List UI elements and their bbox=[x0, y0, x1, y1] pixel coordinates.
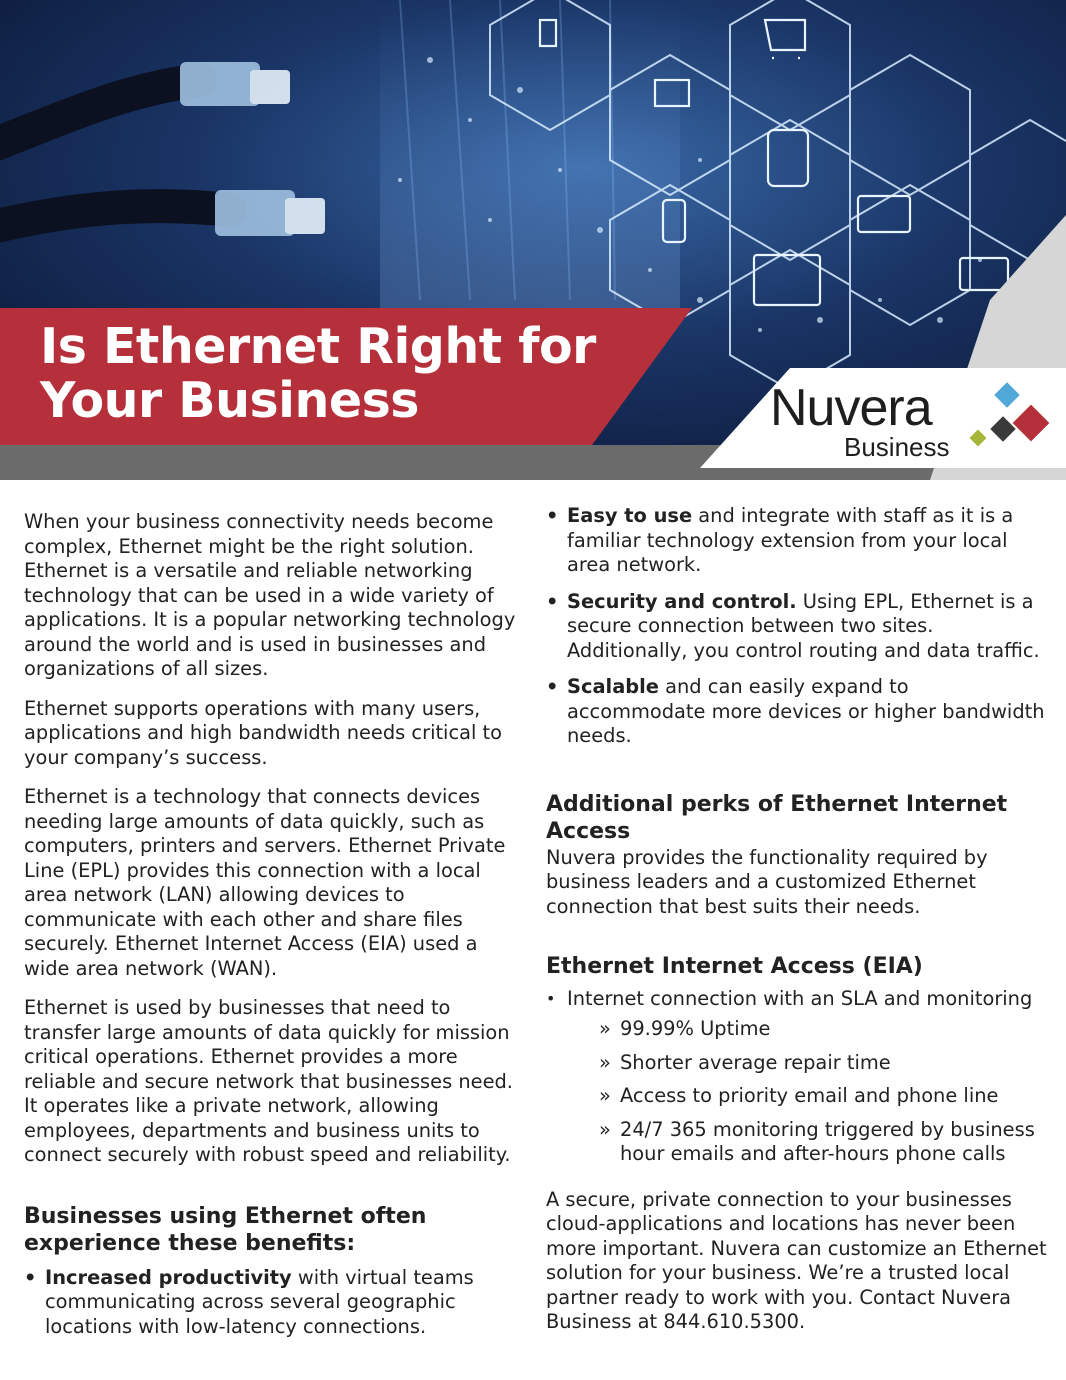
bullet-icon: • bbox=[24, 1265, 37, 1289]
benefit-text: and integrate with staff as it is a familiar technology extension from your local area network. bbox=[567, 504, 1014, 576]
logo-subtitle: Business bbox=[844, 432, 950, 462]
benefit-title: Scalable bbox=[567, 675, 659, 698]
usage-paragraph: Ethernet is used by businesses that need to transfer large amounts of data quickly for mission critical operations. Ethernet provides a more reliable and secure network that businesses need. It operates like a private network, allowing employees, departments and business units to connect securely with robust speed and reliability. bbox=[24, 996, 513, 1166]
list-item: » 24/7 365 monitoring triggered by business hour emails and after-hours phone calls bbox=[599, 1117, 1035, 1165]
bullet-icon: • bbox=[546, 675, 559, 698]
nuvera-logo bbox=[770, 379, 950, 462]
closing-paragraph: A secure, private connection to your businesses cloud-applications and locations has never been more important. Nuvera can customize an Ethernet solution for your business. We’re a trusted local partner ready to work with you. Contact Nuvera Business at 844.610.5300. bbox=[546, 1187, 1047, 1333]
bullet-icon: • bbox=[546, 988, 556, 1008]
list-item bbox=[546, 987, 1051, 1167]
benefits-list-continued bbox=[546, 504, 1051, 749]
benefit-text: with virtual teams communicating across several geographic locations with low-latency connections. bbox=[45, 1265, 474, 1338]
intro-paragraph: When your business connectivity needs become complex, Ethernet might be the right solution. Ethernet is a versatile and reliable networking technology that can be used in a wide variety of applications. It is a popular networking technology around the world and is used in businesses and organizations of all sizes. bbox=[24, 510, 516, 680]
benefit-title: Easy to use bbox=[567, 504, 693, 527]
list-item bbox=[546, 675, 1051, 749]
operations-paragraph: Ethernet supports operations with many users, applications and high bandwidth needs critical to your company’s success. bbox=[24, 696, 503, 769]
header-banner bbox=[0, 0, 1066, 480]
chevron-icon: » bbox=[599, 1050, 611, 1074]
list-item: » 99.99% Uptime bbox=[599, 1017, 771, 1040]
perks-heading: Additional perks of Ethernet Internet Access bbox=[546, 791, 1008, 844]
right-column bbox=[546, 504, 1051, 1335]
eia-sublist bbox=[567, 1017, 1051, 1167]
logo-wordmark: Nuvera bbox=[770, 379, 932, 437]
bullet-icon: • bbox=[546, 589, 559, 613]
benefit-title: Increased productivity bbox=[45, 1265, 292, 1289]
list-item: » Shorter average repair time bbox=[599, 1050, 891, 1074]
title-line-2: Your Business bbox=[40, 372, 419, 429]
page-title bbox=[40, 320, 596, 428]
chevron-icon: » bbox=[599, 1084, 611, 1107]
benefit-text: Using EPL, Ethernet is a secure connection between two sites. Additionally, you control routing and data traffic. bbox=[567, 589, 1040, 662]
list-item bbox=[24, 1266, 524, 1340]
benefit-text: and can easily expand to accommodate more devices or higher bandwidth needs. bbox=[567, 675, 1045, 747]
eia-list bbox=[546, 987, 1051, 1167]
technology-paragraph: Ethernet is a technology that connects devices needing large amounts of data quickly, such as computers, printers and servers. Ethernet Private Line (EPL) provides this connection with a local area network (LAN) allowing devices to communicate with each other and share files securely. Ethernet Internet Access (EIA) used a wide area network (WAN). bbox=[24, 785, 506, 980]
perks-paragraph: Nuvera provides the functionality required by business leaders and a customized Ethernet connection that best suits their needs. bbox=[546, 845, 988, 918]
eia-heading: Ethernet Internet Access (EIA) bbox=[546, 954, 923, 979]
list-item: » Access to priority email and phone line bbox=[599, 1084, 999, 1107]
title-line-1: Is Ethernet Right for bbox=[40, 318, 596, 375]
chevron-icon: » bbox=[599, 1117, 611, 1141]
chevron-icon: » bbox=[599, 1017, 611, 1040]
list-item bbox=[546, 504, 1051, 578]
bullet-icon: • bbox=[546, 504, 559, 527]
left-column bbox=[24, 510, 524, 1351]
benefit-title: Security and control. bbox=[567, 589, 797, 613]
benefits-list bbox=[24, 1266, 524, 1340]
benefits-heading: Businesses using Ethernet often experience these benefits: bbox=[24, 1203, 427, 1256]
list-item bbox=[546, 590, 1051, 664]
eia-item: Internet connection with an SLA and monitoring bbox=[567, 986, 1033, 1010]
